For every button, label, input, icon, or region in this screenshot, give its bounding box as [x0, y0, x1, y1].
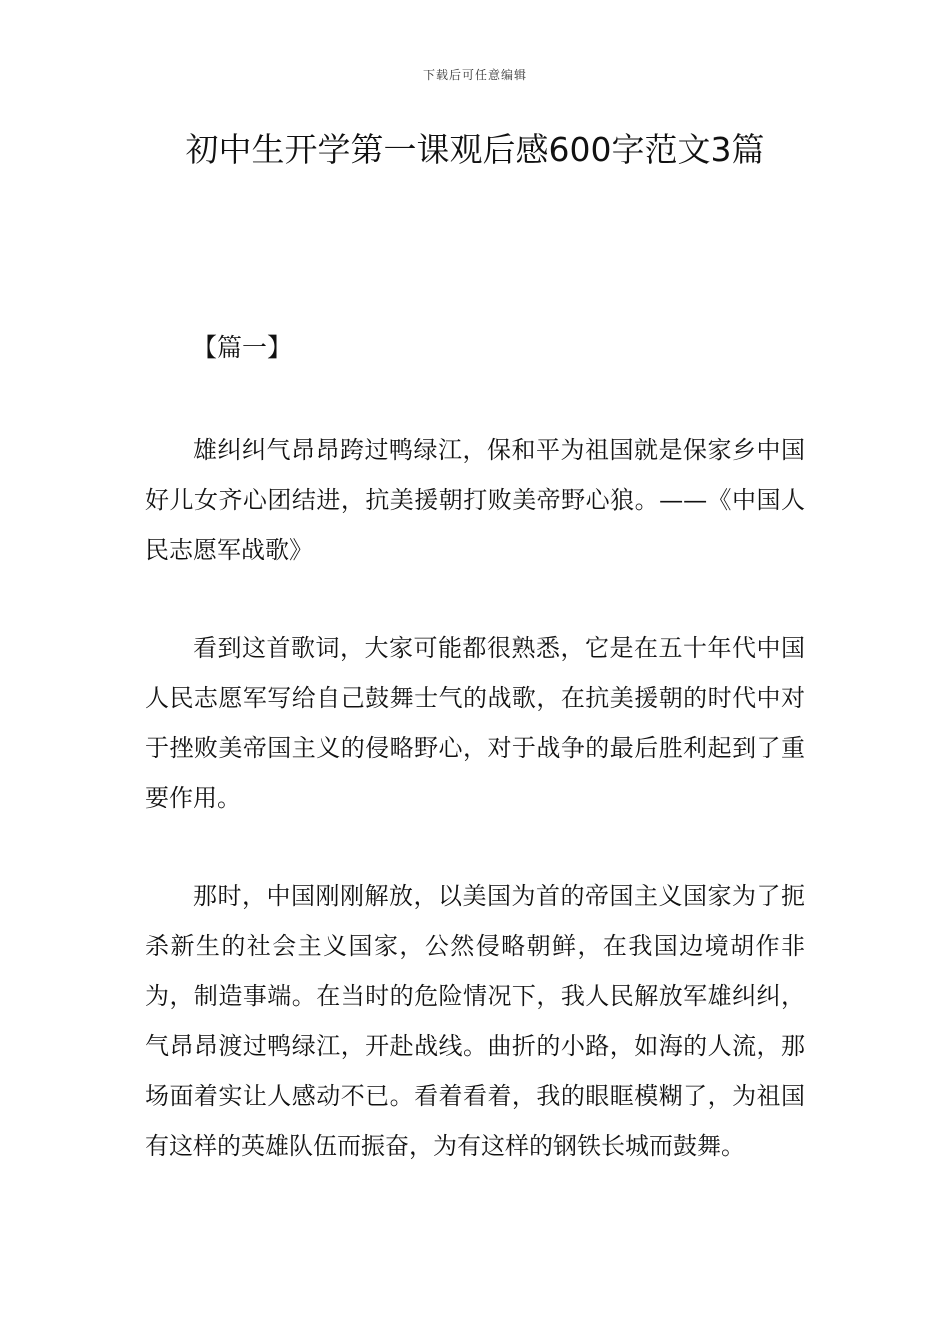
- paragraph-1: 雄纠纠气昂昂跨过鸭绿江，保和平为祖国就是保家乡中国好儿女齐心团结进，抗美援朝打败美帝野心狼。——《中国人民志愿军战歌》: [145, 436, 805, 564]
- paragraph-3: 那时，中国刚刚解放，以美国为首的帝国主义国家为了扼杀新生的社会主义国家，公然侵略朝鲜，在我国边境胡作非为，制造事端。在当时的危险情况下，我人民解放军雄纠纠，气昂昂渡过鸭绿江，开赴战线。曲折的小路，如海的人流，那场面着实让人感动不已。看着看着，我的眼眶模糊了，为祖国有这样的英雄队伍而振奋，为有这样的钢铁长城而鼓舞。: [145, 882, 805, 1160]
- document-title: 初中生开学第一课观后感600字范文3篇: [185, 130, 765, 169]
- document-body: [145, 425, 805, 1219]
- header-note: 下载后可任意编辑: [422, 68, 527, 82]
- paragraph-2: 看到这首歌词，大家可能都很熟悉，它是在五十年代中国人民志愿军写给自己鼓舞士气的战歌，在抗美援朝的时代中对于挫败美帝国主义的侵略野心，对于战争的最后胜利起到了重要作用。: [145, 634, 805, 812]
- section-label: 【篇一】: [192, 333, 293, 362]
